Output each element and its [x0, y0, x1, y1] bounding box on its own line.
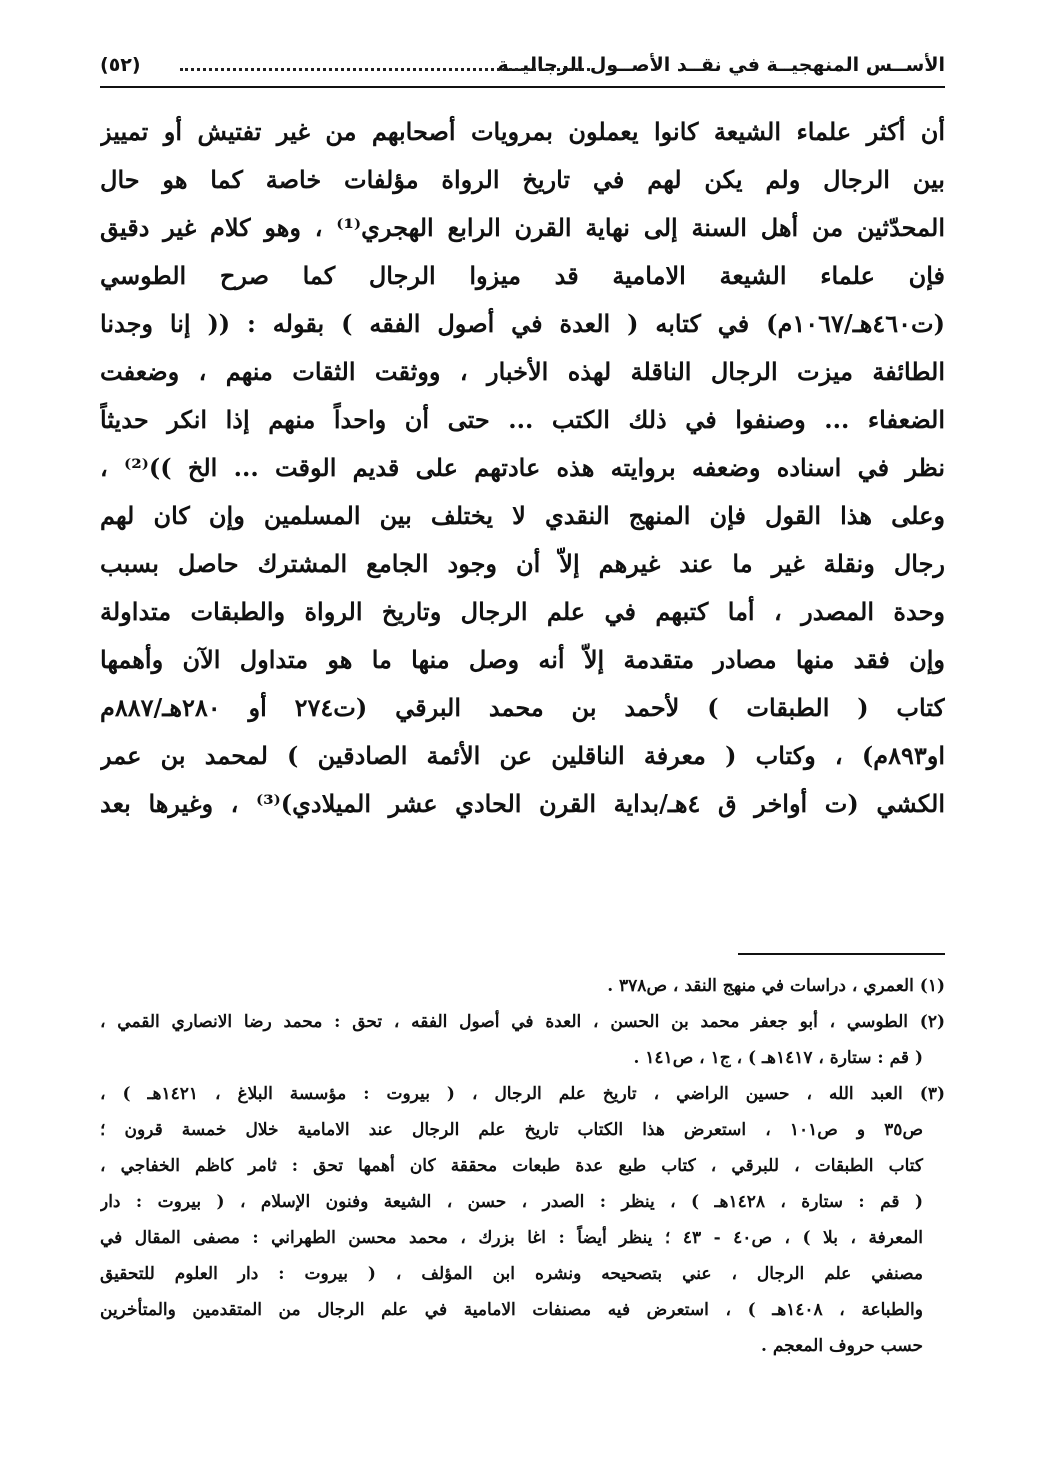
body-line: فإن علماء الشيعة الامامية قد ميزوا الرجال كما صرح الطوسي: [100, 261, 945, 290]
footnote-line: ( قم : ستارة ، ١٤٢٨هـ ) ، ينظر : الصدر ، حسن ، الشيعة وفنون الإسلام ، ( بيروت : دار: [100, 1192, 924, 1212]
body-line: كتاب ( الطبقات ) لأحمد بن محمد البرقي (ت٢٧٤ أو ٢٨٠هـ/٨٨٧م: [100, 693, 945, 722]
footnote-line: كتاب الطبقات ، للبرقي ، كتاب طبع عدة طبعات محققة كان أهمها تحق : ثامر كاظم الخفاجي ،: [100, 1156, 923, 1176]
body-line: بين الرجال ولم يكن لهم في تاريخ الرواة مؤلفات خاصة كما هو حال: [100, 165, 945, 194]
footnote-line: (٣) العبد الله ، حسين الراضي ، تاريخ علم الرجال ، ( بيروت : مؤسسة البلاغ ، ١٤٢١هـ ) ،: [100, 1084, 945, 1104]
header-dot-leader: [180, 68, 590, 71]
body-line: نظر في اسناده وضعفه بروايته هذه عادتهم على قديم الوقت ... الخ ))⁽²⁾ ،: [100, 453, 945, 482]
footnote-line: والطباعة ، ١٤٠٨هـ ) ، استعرض فيه مصنفات الامامية في علم الرجال من المتقدمين والمتأخرين: [100, 1300, 923, 1320]
body-line: الضعفاء ... وصنفوا في ذلك الكتب ... حتى أن واحداً منهم إذا انكر حديثاً: [100, 405, 945, 434]
body-line: وحدة المصدر ، أما كتبهم في علم الرجال وتاريخ الرواة والطبقات متداولة: [100, 597, 945, 626]
footnote-line: ( قم : ستارة ، ١٤١٧هـ ) ، ج١ ، ص١٤١ .: [633, 1048, 923, 1068]
body-line: او٨٩٣م) ، وكتاب ( معرفة الناقلين عن الأئمة الصادقين ) لمحمد بن عمر: [100, 741, 945, 770]
body-line: الكشي (ت أواخر ق ٤هـ/بداية القرن الحادي عشر الميلادي)⁽³⁾ ، وغيرها بعد: [100, 789, 945, 818]
body-line: أن أكثر علماء الشيعة كانوا يعملون بمرويات أصحابهم من غير تفتيش أو تمييز: [100, 117, 945, 146]
body-line: وعلى هذا القول فإن المنهج النقدي لا يختلف بين المسلمين وإن كان لهم: [100, 501, 945, 530]
body-line: وإن فقد منها مصادر متقدمة إلاّ أنه وصل منها ما هو متداول الآن وأهمها: [100, 645, 945, 674]
header-rule: [100, 86, 945, 88]
footnotes: [100, 968, 945, 1364]
header-title: الأســس المنهجيــة في نقــد الأصــول الرجاليــة: [497, 54, 945, 76]
body-line: (ت٤٦٠هـ/١٠٦٧م) في كتابه ( العدة في أصول الفقه ) بقوله : (( إنا وجدنا: [100, 309, 945, 338]
running-header: [100, 52, 945, 86]
body-line: رجال ونقلة غير ما عند غيرهم إلاّ أن وجود الجامع المشترك حاصل بسبب: [100, 549, 945, 578]
footnote-line: (١) العمري ، دراسات في منهج النقد ، ص٣٧٨ .: [607, 976, 945, 996]
body-line: المحدّثين من أهل السنة إلى نهاية القرن الرابع الهجري⁽¹⁾ ، وهو كلام غير دقيق: [100, 213, 945, 242]
body-line: الطائفة ميزت الرجال الناقلة لهذه الأخبار ، ووثقت الثقات منهم ، وضعفت: [100, 357, 945, 386]
page-number: (٥٢): [100, 54, 141, 76]
footnote-line: (٢) الطوسي ، أبو جعفر محمد بن الحسن ، العدة في أصول الفقه ، تحق : محمد رضا الانصاري القمي ،: [100, 1012, 945, 1032]
body-text: [100, 108, 945, 828]
footnote-line: حسب حروف المعجم .: [761, 1336, 923, 1356]
footnote-line: المعرفة ، بلا ) ، ص٤٠ - ٤٣ ؛ ينظر أيضاً : اغا بزرك ، محمد محسن الطهراني : مصفى المقال في: [100, 1228, 924, 1248]
footnote-line: مصنفي علم الرجال ، عني بتصحيحه ونشره ابن المؤلف ، ( بيروت : دار العلوم للتحقيق: [100, 1264, 923, 1284]
footnote-separator: [738, 953, 945, 955]
footnote-line: ص٣٥ و ص١٠١ ، استعرض هذا الكتاب تاريخ علم الرجال عند الامامية خلال خمسة قرون ؛: [100, 1120, 923, 1140]
